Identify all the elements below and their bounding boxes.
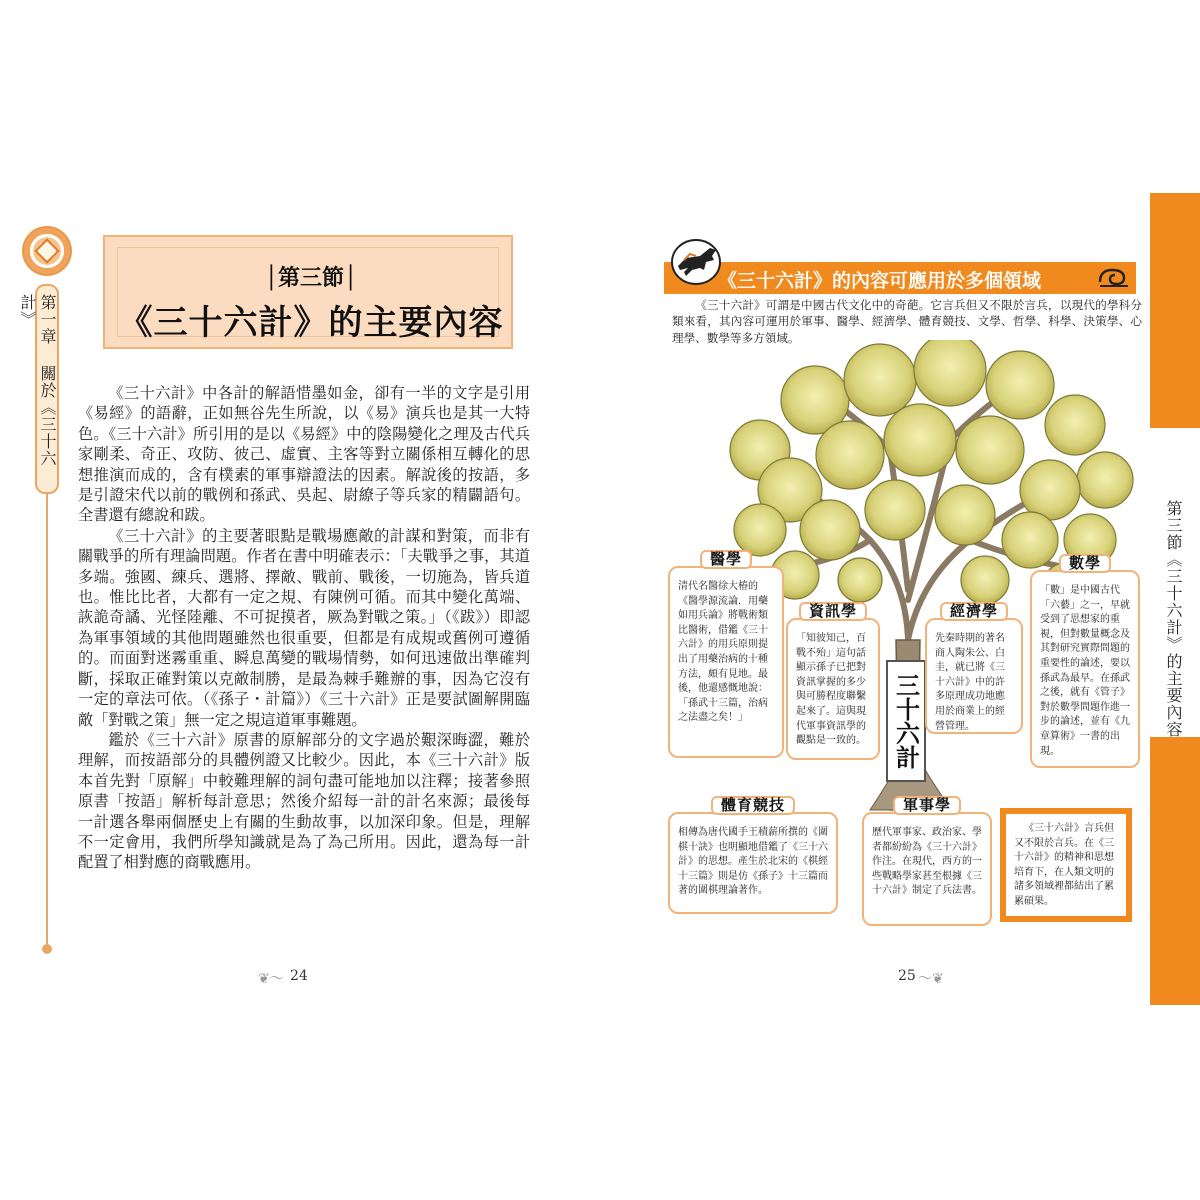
edge-tab-top: [1150, 193, 1200, 428]
card-info: [786, 602, 880, 760]
card-text: 「知彼知己，百戰不殆」這句話顯示孫子已把對資訊掌握的多少與可勝程度聯繫起來了。這與現代軍事資訊學的觀點是一致的。: [796, 633, 866, 747]
section-label: │第三節│: [264, 266, 358, 291]
card-math: [1030, 554, 1140, 768]
card-economics: [925, 602, 1023, 734]
quote-box: [1000, 808, 1132, 922]
page-ornament-icon: ～❦: [918, 971, 944, 987]
card-label: 醫學: [700, 550, 752, 569]
card-label: 軍事學: [893, 796, 961, 815]
page-ornament-icon: ❦～: [258, 971, 284, 987]
quote-text: 《三十六計》言兵但又不限於言兵。在《三十六計》的精神和思想培育下，在人類文明的諸多領域裡都結出了累累碩果。: [1014, 823, 1114, 907]
page-number-left: 24: [290, 968, 308, 984]
paragraph: 鑑於《三十六計》原書的原解部分的文字過於艱深晦澀，難於理解，而按語部分的具體例證又比較少。因此，本《三十六計》版本首先對「原解」中較難理解的詞句盡可能地加以注釋；接著參照原書「按語」解析每計意思；然後介紹每一計的計名來源；最後每一計選各舉兩個歷史上有關的生動故事，以加深印象。但是，理解不一定會用，我們所學知識就是為了為己所用。因此，還為每一計配置了相對應的商戰應用。: [78, 730, 530, 872]
card-sports: [668, 796, 838, 914]
card-text: 「數」是中國古代「六藝」之一，早就受到了思想家的重視，但對數量概念及其對研究實際問題的重要性的論述，要以孫武為最早。在孫武之後，就有《管子》對於數學問題作進一步的論述，並有《九章算術》一書的出現。: [1040, 585, 1130, 757]
paragraph: 《三十六計》的主要著眼點是戰場應敵的計謀和對策，而非有關戰爭的所有理論問題。作者在書中明確表示：「夫戰爭之事，其道多端。強國、練兵、選將、擇敵、戰前、戰後，一切施為，皆兵道也。惟比比者，大都有一定之規、有陳例可循。而其中變化萬端、詼詭奇譎、光怪陸離、不可捉摸者，厥為對戰之策。」（《跋》）即認為軍事領域的其他問題雖然也很重要，但都是有成規或舊例可遵循的。而面對迷霧重重、瞬息萬變的戰場情勢，如何迅速做出準確判斷，採取正確對策以克敵制勝，是最為棘手難辦的事，因為它沒有一定的章法可依。（《孫子・計篇》）《三十六計》正是要試圖解開臨敵「對戰之策」無一定之規這道軍事難題。: [78, 526, 530, 729]
running-head: 第三節《三十六計》的主要內容: [1164, 500, 1183, 738]
intro-paragraph: 《三十六計》可謂是中國古代文化中的奇葩。它言兵但又不限於言兵，以現代的學科分類來看，其內容可運用於軍事、醫學、經濟學、體育競技、文學、哲學、科學、決策學、心理學、數學等多方領域。: [672, 298, 1142, 345]
card-text: 相傳為唐代國手王積薪所撰的《圍棋十訣》也明顯地借鑑了《三十六計》的思想。產生於北宋的《棋經十三篇》則是仿《孫子》十三篇而著的圍棋理論著作。: [678, 827, 828, 897]
card-military: [862, 796, 992, 926]
edge-tab-bottom: [1150, 737, 1200, 1005]
card-text: 先秦時期的著名商人陶朱公、白圭，就已將《三十六計》中的許多原理成功地應用於商業上的經營管理。: [935, 633, 1005, 732]
galloping-horse-icon: [670, 238, 722, 286]
intro-text: [672, 297, 1142, 346]
card-medicine: [668, 550, 784, 758]
body-text: [78, 383, 530, 873]
title-block: [104, 236, 512, 348]
side-rule-end-dot: [42, 944, 52, 954]
card-text: 歷代軍事家、政治家、學者都紛紛為《三十六計》作注。在現代，西方的一些戰略學家甚至根據《三十六計》制定了兵法書。: [872, 827, 982, 897]
cloud-swirl-icon: [1096, 262, 1132, 292]
page-number-right: 25: [898, 968, 916, 984]
card-label: 經濟學: [940, 602, 1008, 621]
medallion-icon: [22, 226, 72, 276]
card-label: 數學: [1059, 554, 1111, 573]
section-heading: 《三十六計》的內容可應用於多個領域: [718, 270, 1042, 292]
card-text: 清代名醫徐大椿的《醫學源流論．用藥如用兵論》將戰術類比醫術，借鑑《三十六計》的用兵原則提出了用藥治病的十種方法，頗有見地。最後，他還感慨地說：「孫武十三篇，治病之法盡之矣！」: [678, 581, 768, 724]
trunk-label: 三十六計: [886, 660, 926, 782]
chapter-tab: 第一章 關於《三十六計》: [35, 284, 59, 494]
page-title: 《三十六計》的主要內容: [118, 303, 504, 343]
section-heading-bar: [664, 262, 1136, 294]
card-label: 資訊學: [799, 602, 867, 621]
side-rule: [46, 494, 48, 944]
card-label: 體育競技: [711, 796, 795, 815]
paragraph: 《三十六計》中各計的解語惜墨如金，卻有一半的文字是引用《易經》的語辭，正如無谷先生所說，以《易》演兵也是其一大特色。《三十六計》所引用的是以《易經》中的陰陽變化之理及古代兵家剛柔、奇正、攻防、彼己、虛實、主客等對立關係相互轉化的思想推演而成的，含有樸素的軍事辯證法的因素。解說後的按語，多是引證宋代以前的戰例和孫武、吳起、尉繚子等兵家的精闢語句。全書還有總說和跋。: [78, 384, 530, 525]
